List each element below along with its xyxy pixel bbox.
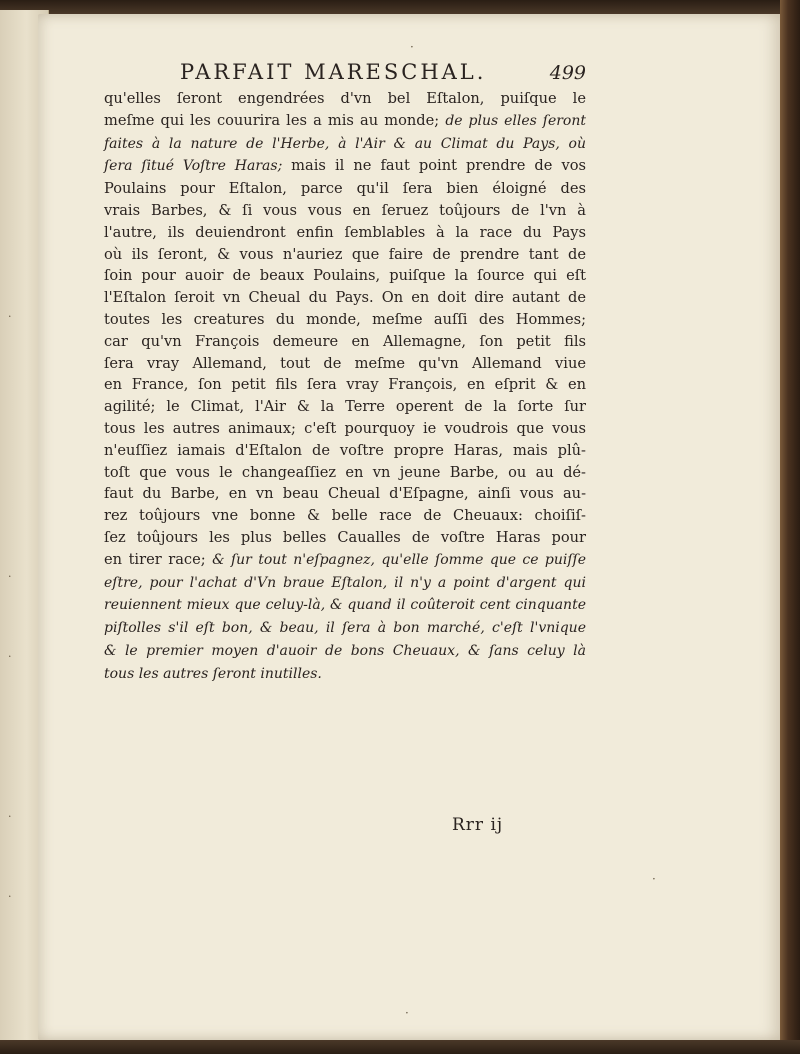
text-line xyxy=(104,572,586,595)
roman-text: n'euſſiez iamais d'Eſtalon de voſtre propre Haras, mais plû- xyxy=(104,441,586,459)
italic-text: reuiennent mieux que celuy-là, & quand il coûteroit cent cinquante xyxy=(104,597,586,614)
top-edge xyxy=(0,0,800,14)
roman-text: meſme qui les couurira les a mis au monde; xyxy=(104,111,446,129)
ink-speck: · xyxy=(410,40,414,54)
text-line xyxy=(104,462,586,484)
text-line xyxy=(104,483,586,505)
italic-text: & le premier moyen d'auoir de bons Cheuaux, & ſans celuy là xyxy=(104,642,586,659)
ink-speck: · xyxy=(405,1006,409,1020)
roman-text: Poulains pour Eſtalon, parce qu'il ſera bien éloigné des xyxy=(104,180,586,198)
margin-speck: · xyxy=(8,810,12,823)
text-line xyxy=(104,396,586,418)
right-edge xyxy=(780,0,800,1054)
text-line xyxy=(104,440,586,462)
roman-text: toutes les creatures du monde, meſme auſſi des Hommes; xyxy=(104,310,586,328)
italic-text: tous les autres ſeront inutilles. xyxy=(104,665,322,682)
text-line xyxy=(104,617,586,640)
text-line xyxy=(104,505,586,527)
text-line xyxy=(104,200,586,222)
roman-text: qu'elles ſeront engendrées d'vn bel Eſtalon, puiſque le xyxy=(104,90,586,107)
roman-text: faut du Barbe, en vn beau Cheual d'Eſpagne, ainſi vous au- xyxy=(104,485,586,503)
text-line xyxy=(104,133,586,156)
bottom-edge xyxy=(0,1040,800,1054)
roman-text: mais il ne faut point prendre de vos xyxy=(291,157,586,175)
signature-mark: Rrr ij xyxy=(452,815,504,835)
roman-text: en tirer race; xyxy=(104,550,213,568)
text-line xyxy=(104,549,586,572)
text-line xyxy=(104,178,586,200)
italic-text: eſtre, pour l'achat d'Vn braue Eſtalon, il n'y a point d'argent qui xyxy=(104,574,586,591)
italic-text: ſera ſitué Voſtre Haras; xyxy=(104,158,292,175)
text-line xyxy=(104,287,586,309)
margin-speck: · xyxy=(8,310,12,323)
running-title: PARFAIT MARESCHAL. xyxy=(180,60,487,84)
roman-text: en France, ſon petit fils ſera vray François, en eſprit & en xyxy=(104,376,586,394)
italic-text: & ſur tout n'eſpagnez, qu'elle ſomme que ce puiſſe xyxy=(212,551,586,568)
roman-text: tous les autres animaux; c'eſt pourquoy ie voudrois que vous xyxy=(104,419,586,437)
roman-text: agilité; le Climat, l'Air & la Terre operent de la ſorte ſur xyxy=(104,398,586,416)
roman-text: toſt que vous le changeaſſiez en vn jeune Barbe, ou au dé- xyxy=(104,463,586,481)
text-line xyxy=(104,418,586,440)
text-line xyxy=(104,594,586,617)
text-line xyxy=(104,110,586,133)
text-line xyxy=(104,265,586,287)
roman-text: où ils ſeront, & vous n'auriez que faire de prendre tant de xyxy=(104,245,586,263)
body-text xyxy=(104,88,586,686)
italic-text: piſtolles s'il eſt bon, & beau, il ſera à bon marché, c'eſt l'vnique xyxy=(104,620,586,637)
text-line xyxy=(104,244,586,266)
text-line xyxy=(104,353,586,375)
roman-text: l'Eſtalon ſeroit vn Cheual du Pays. On en doit dire autant de xyxy=(104,289,586,307)
text-line xyxy=(104,527,586,549)
roman-text: car qu'vn François demeure en Allemagne, ſon petit fils xyxy=(104,332,586,350)
text-line xyxy=(104,155,586,178)
margin-speck: · xyxy=(8,650,12,663)
roman-text: vrais Barbes, & ſi vous vous en ſeruez toûjours de l'vn à xyxy=(104,201,586,219)
italic-text: faites à la nature de l'Herbe, à l'Air & au Climat du Pays, où xyxy=(104,135,586,152)
margin-speck: · xyxy=(8,570,12,583)
roman-text: ſera vray Allemand, tout de meſme qu'vn Allemand viue xyxy=(104,354,586,372)
text-line xyxy=(104,222,586,244)
text-line xyxy=(104,309,586,331)
italic-text: de plus elles ſeront xyxy=(445,112,587,129)
roman-text: ſoin pour auoir de beaux Poulains, puiſque la ſource qui eſt xyxy=(104,267,586,285)
roman-text: ſez toûjours les plus belles Caualles de voſtre Haras pour xyxy=(104,528,586,546)
ink-speck: · xyxy=(652,872,656,886)
roman-text: rez toûjours vne bonne & belle race de Cheuaux: choiſiſ- xyxy=(104,507,586,525)
text-line xyxy=(104,331,586,353)
roman-text: l'autre, ils deuiendront enfin ſemblables à la race du Pays xyxy=(104,223,586,241)
page-number: 499 xyxy=(549,62,586,84)
text-line xyxy=(104,640,586,663)
text-line xyxy=(104,88,586,110)
text-line xyxy=(104,663,586,686)
text-line xyxy=(104,374,586,396)
margin-speck: · xyxy=(8,890,12,903)
